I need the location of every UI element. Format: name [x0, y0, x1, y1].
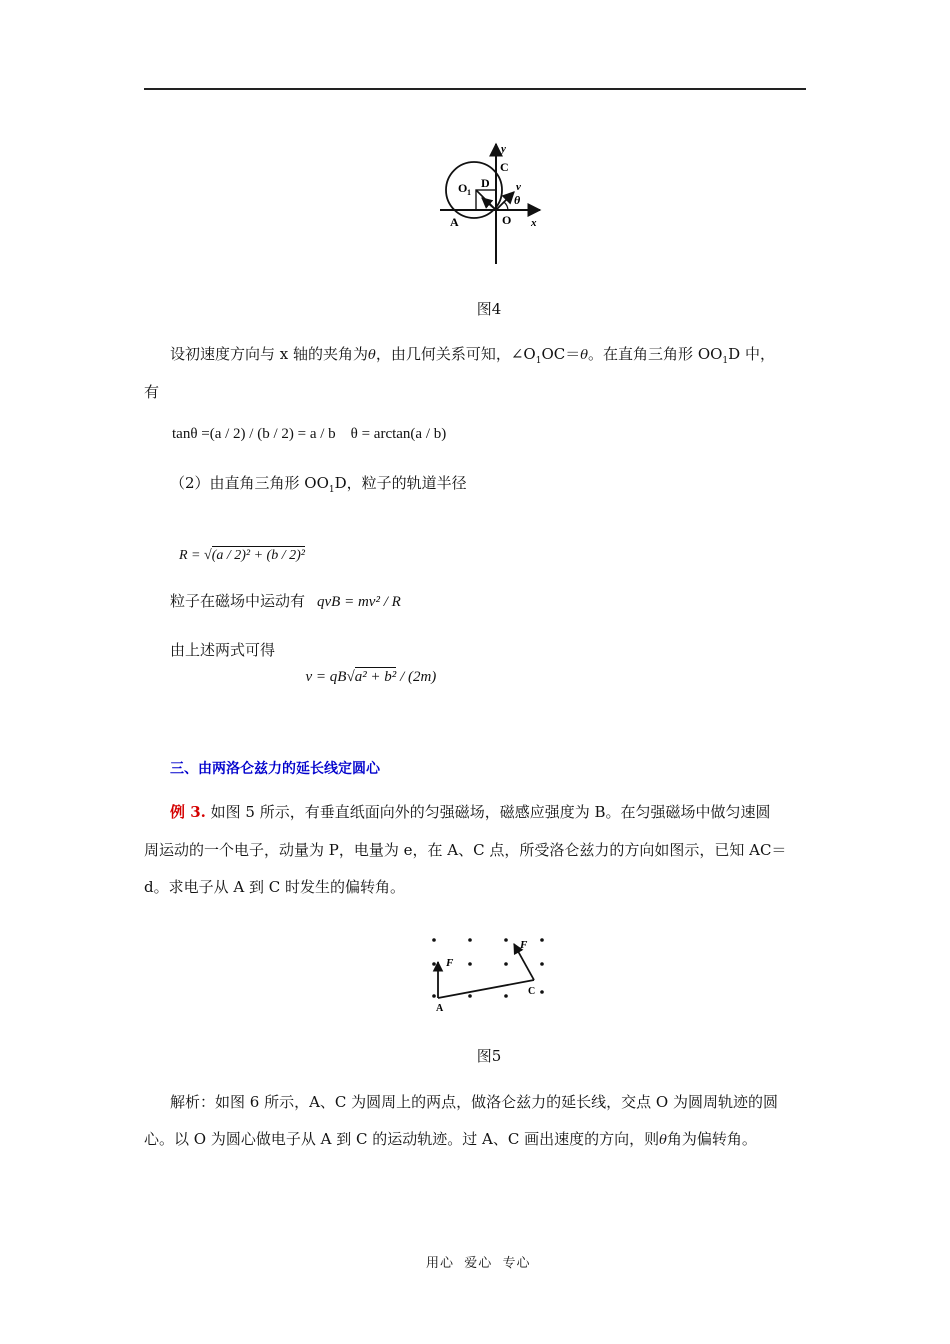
paragraph-motion: 粒子在磁场中运动有 qvB = mv² / R	[170, 592, 401, 610]
figure-4-caption: 图4	[476, 300, 502, 318]
label-o1: O	[458, 181, 468, 195]
paragraph-radius-intro: （2）由直角三角形 $OO_1D$，粒子的轨道半径	[170, 474, 467, 495]
example-3-line2: 周运动的一个电子，动量为 P，电量为 e，在 A、C 点，所受洛仑兹力的方向如图示，已知 AC＝	[144, 841, 787, 859]
example-label: 例 3.	[170, 803, 206, 821]
equation-radius: R = √(a / 2)² + (b / 2)²	[179, 548, 305, 563]
theta-symbol: θ	[368, 348, 376, 363]
label-v: v	[516, 181, 521, 193]
label-c: C	[500, 160, 509, 174]
theta-arc	[504, 202, 508, 210]
label-d: D	[481, 176, 490, 190]
velocity-arrow	[496, 192, 514, 210]
theta-symbol: θ	[580, 348, 589, 363]
sqrt-sign: √	[204, 548, 212, 563]
label-f-c: F	[520, 939, 528, 951]
header-rule	[144, 88, 806, 90]
example-3-line3: d。求电子从 A 到 C 时发生的偏转角。	[144, 878, 405, 896]
equation-lorentz: qvB = mv² / R	[317, 594, 401, 610]
sqrt-sign: √	[346, 669, 355, 685]
radicand: (a / 2)² + (b / 2)²	[211, 548, 305, 563]
label-o1-sub: 1	[467, 188, 471, 197]
paragraph-initial-velocity: 设初速度方向与 x 轴的夹角为θ，由几何关系可知，$\angle O_1OC=\theta$。在直角三角形 $OO_1D$ 中，	[170, 345, 775, 366]
label-o: O	[502, 213, 512, 227]
equation-velocity: v = qB√a² + b² / (2m)	[305, 669, 437, 685]
label-c: C	[528, 986, 536, 997]
label-a: A	[450, 215, 459, 229]
label-x: x	[531, 217, 537, 229]
theta-symbol: θ	[659, 1133, 667, 1148]
label-theta: θ	[514, 193, 521, 207]
equation-tan-theta: tanθ =(a / 2) / (b / 2) = a / b θ = arctan(a / b)	[172, 426, 447, 442]
analysis-line1: 解析：如图 6 所示，A、C 为圆周上的两点，做洛仑兹力的延长线，交点 O 为圆周轨迹的圆	[170, 1093, 778, 1111]
figure-4-diagram	[438, 142, 548, 266]
chord-ac	[438, 980, 534, 998]
label-f-a: F	[446, 957, 454, 969]
paragraph-result: 由上述两式可得	[170, 641, 276, 659]
section-heading: 三、由两洛仑兹力的延长线定圆心	[170, 761, 380, 777]
example-3-line1: 例 3. 如图 5 所示，有垂直纸面向外的匀强磁场，磁感应强度为 B。在匀强磁场中做匀速圆	[170, 803, 771, 821]
page-footer: 用心 爱心 专心	[426, 1256, 531, 1271]
figure-5-caption: 图5	[476, 1047, 502, 1065]
radicand: a² + b²	[354, 669, 397, 685]
label-a: A	[436, 1003, 444, 1014]
label-y: y	[501, 143, 506, 155]
radius-arrow	[482, 198, 496, 210]
paragraph-continuation: 有	[144, 383, 160, 401]
figure-5-diagram	[424, 934, 550, 1014]
analysis-line2: 心。以 O 为圆心做电子从 A 到 C 的运动轨迹。过 A、C 画出速度的方向，则θ角为偏转角。	[144, 1130, 757, 1148]
